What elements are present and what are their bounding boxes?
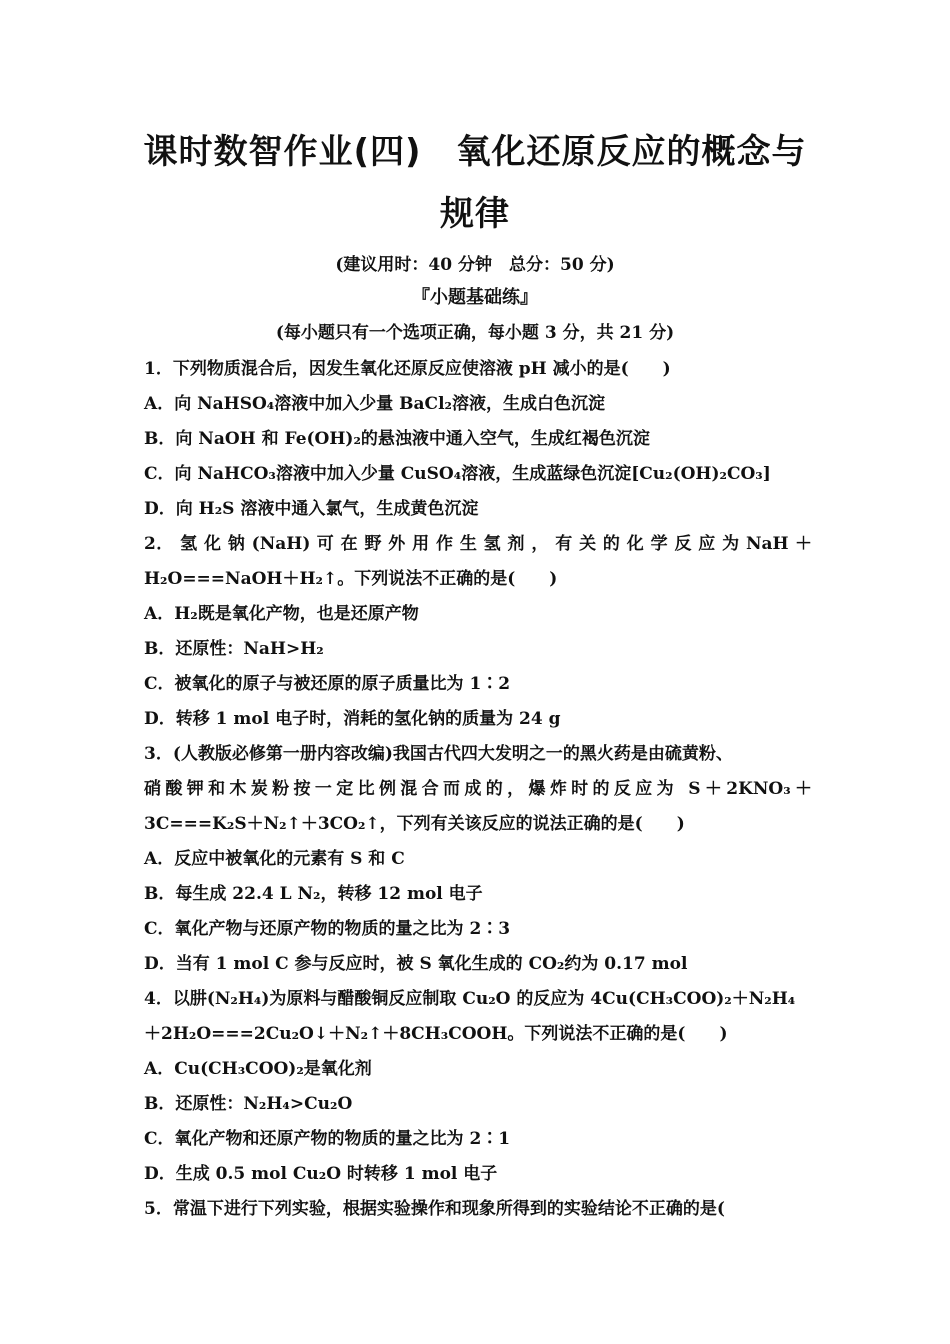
question-3-stem-line-1: 3．(人教版必修第一册内容改编)我国古代四大发明之一的黑火药是由硫黄粉、	[144, 744, 733, 764]
time-and-score-info: (建议用时：40 分钟 总分：50 分)	[335, 255, 615, 275]
question-4-stem-line-1: 4．以肼(N₂H₄)为原料与醋酸铜反应制取 Cu₂O 的反应为 4Cu(CH₃COO)₂＋N₂H₄	[144, 989, 796, 1009]
question-1-option-a: A．向 NaHSO₄溶液中加入少量 BaCl₂溶液，生成白色沉淀	[144, 394, 605, 414]
question-2-option-a: A．H₂既是氧化产物，也是还原产物	[144, 604, 419, 624]
question-3-option-d: D．当有 1 mol C 参与反应时，被 S 氧化生成的 CO₂约为 0.17 mol	[144, 954, 688, 974]
question-4-stem-line-2: ＋2H₂O===2Cu₂O↓＋N₂↑＋8CH₃COOH。下列说法不正确的是( )	[144, 1024, 728, 1044]
question-1-option-c: C．向 NaHCO₃溶液中加入少量 CuSO₄溶液，生成蓝绿色沉淀[Cu₂(OH)₂CO₃]	[144, 464, 771, 484]
question-2-stem-line-2: H₂O===NaOH＋H₂↑。下列说法不正确的是( )	[144, 569, 558, 589]
question-1-option-b: B．向 NaOH 和 Fe(OH)₂的悬浊液中通入空气，生成红褐色沉淀	[144, 429, 650, 449]
question-4-option-a: A．Cu(CH₃COO)₂是氧化剂	[144, 1059, 372, 1079]
question-2-option-c: C．被氧化的原子与被还原的原子质量比为 1∶2	[144, 674, 511, 694]
question-3-option-c: C．氧化产物与还原产物的物质的量之比为 2∶3	[144, 919, 511, 939]
question-4-option-b: B．还原性：N₂H₄>Cu₂O	[144, 1094, 353, 1114]
question-2-stem-line-1: 2． 氢 化 钠 (NaH) 可 在 野 外 用 作 生 氢 剂 ， 有 关 的 化 学 反 应 为 NaH ＋	[144, 534, 812, 554]
question-1-stem: 1．下列物质混合后，因发生氧化还原反应使溶液 pH 减小的是( )	[144, 359, 671, 379]
question-5-stem-line-1: 5．常温下进行下列实验，根据实验操作和现象所得到的实验结论不正确的是(	[144, 1199, 725, 1219]
question-3-stem-line-2: 硝酸钾和木炭粉按一定比例混合而成的，爆炸时的反应为 S＋2KNO₃＋	[144, 779, 812, 799]
question-3-option-a: A．反应中被氧化的元素有 S 和 C	[144, 849, 405, 869]
question-2-option-b: B．还原性：NaH>H₂	[144, 639, 324, 659]
question-3-stem-line-3: 3C===K₂S＋N₂↑＋3CO₂↑，下列有关该反应的说法正确的是( )	[144, 814, 685, 834]
question-4-option-c: C．氧化产物和还原产物的物质的量之比为 2∶1	[144, 1129, 511, 1149]
question-2-option-d: D．转移 1 mol 电子时，消耗的氢化钠的质量为 24 g	[144, 709, 561, 729]
page-title-line-2: 规律	[440, 194, 510, 234]
question-3-option-b: B．每生成 22.4 L N₂，转移 12 mol 电子	[144, 884, 483, 904]
question-4-option-d: D．生成 0.5 mol Cu₂O 时转移 1 mol 电子	[144, 1164, 498, 1184]
page-title-line-1: 课时数智作业(四) 氧化还原反应的概念与	[143, 132, 807, 172]
question-1-option-d: D．向 H₂S 溶液中通入氯气，生成黄色沉淀	[144, 499, 479, 519]
section-instructions: (每小题只有一个选项正确，每小题 3 分，共 21 分)	[275, 323, 675, 343]
section-heading: 『小题基础练』	[412, 287, 538, 308]
